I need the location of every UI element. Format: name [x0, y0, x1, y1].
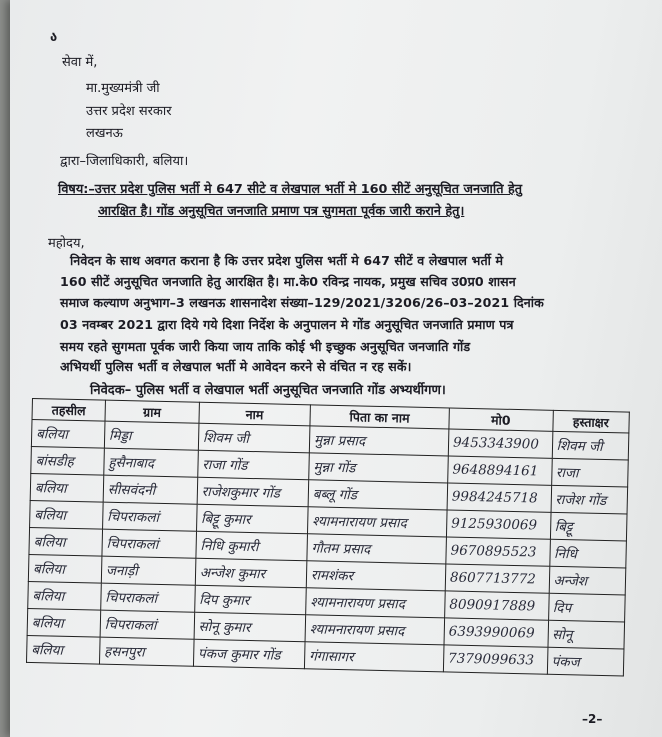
cell-village: जनाड़ी: [101, 556, 195, 585]
page-number: –2–: [582, 712, 603, 726]
cell-mobile: 9125930069: [446, 510, 550, 539]
cell-father-name: श्यामनारायण प्रसाद: [306, 588, 446, 618]
cell-mobile: 9648894161: [448, 456, 552, 485]
header-father-name: पिता का नाम: [310, 405, 449, 429]
cell-tehsil: बलिया: [30, 500, 103, 529]
binder-mark: ა: [50, 30, 58, 45]
cell-tehsil: बलिया: [27, 608, 100, 637]
cell-father-name: श्यामनारायण प्रसाद: [307, 507, 447, 537]
cell-village: सीसवंदनी: [103, 475, 197, 504]
letter-page: [10, 0, 662, 737]
cell-signature: बिट्टू: [550, 512, 627, 541]
subject-line-2: आरक्षित है। गोंड अनुसूचित जनजाति प्रमाण पत्र सुगमता पूर्वक जारी कराने हेतु।: [98, 204, 465, 219]
body-line-5: समय रहते सुगमता पूर्वक जारी किया जाय ताकि कोई भी इच्छुक अनुसूचित जनजाति गोंड: [60, 339, 471, 354]
cell-father-name: गौतम प्रसाद: [307, 534, 447, 564]
addressee-line-2: उत्तर प्रदेश सरकार: [86, 104, 172, 119]
cell-village: चिपराकलां: [102, 502, 196, 531]
header-village: ग्राम: [105, 400, 199, 423]
cell-name: सोनू कुमार: [194, 612, 306, 642]
addressee-line-3: लखनऊ: [86, 126, 123, 141]
body-line-4: 03 नवम्बर 2021 द्वारा दिये गये दिशा निर्देश के अनुपालन मे गोंड अनुसूचित जनजाति प्रमाण पत्र: [60, 317, 514, 332]
subject-text-1: उत्तर प्रदेश पुलिस भर्ती मे 647 सीटे व लेखपाल भर्ती मे 160 सीटें अनुसूचित जनजाति हेतु: [94, 182, 523, 197]
via-line: द्वारा–जिलाधिकारी, बलिया।: [60, 154, 189, 169]
salutation: महोदय,: [48, 236, 85, 251]
cell-father-name: रामशंकर: [306, 561, 446, 591]
cell-signature: दिप: [548, 593, 625, 622]
cell-tehsil: बलिया: [29, 527, 102, 556]
petitioner-line: निवेदक– पुलिस भर्ती व लेखपाल भर्ती अनुसूचित जनजाति गोंड अभ्यर्थीगण।: [90, 383, 446, 398]
cell-mobile: 9984245718: [447, 483, 551, 512]
cell-tehsil: बांसडीह: [31, 446, 104, 475]
cell-father-name: मुन्ना प्रसाद: [309, 426, 449, 456]
body-line-2: 160 सीटें अनुसूचित जनजाति हेतु आरक्षित है। मा.के0 रविन्द्र नायक, प्रमुख सचिव उ0प्र0 शासन: [60, 274, 516, 289]
cell-name: निधि कुमारी: [196, 531, 308, 561]
cell-village: चिपराकलां: [100, 610, 194, 639]
candidate-table: [26, 398, 630, 676]
header-tehsil: तहसील: [32, 399, 105, 422]
cell-signature: अन्जेश: [549, 566, 626, 595]
cell-mobile: 7379099633: [443, 645, 547, 674]
cell-name: पंकज कुमार गोंड: [193, 639, 305, 669]
cell-village: चिपराकलां: [102, 529, 196, 558]
cell-signature: निधि: [549, 539, 626, 568]
addressee-line-1: मा.मुख्यमंत्री जी: [86, 81, 160, 96]
cell-tehsil: बलिया: [26, 635, 99, 664]
cell-signature: शिवम जी: [552, 431, 629, 460]
cell-tehsil: बलिया: [30, 473, 103, 502]
cell-name: दिप कुमार: [194, 585, 306, 615]
cell-signature: पंकज: [547, 647, 624, 676]
cell-signature: राजेश गोंड: [551, 485, 628, 514]
cell-name: अन्जेश कुमार: [195, 558, 307, 588]
cell-village: हसनपुरा: [99, 637, 193, 666]
cell-name: बिट्टू कुमार: [196, 504, 308, 534]
cell-signature: राजा: [551, 458, 628, 487]
cell-father-name: श्यामनारायण प्रसाद: [305, 615, 445, 645]
body-line-3: समाज कल्याण अनुभाग–3 लखनऊ शासनादेश संख्या–129/2021/3206/26–03–2021 दिनांक: [60, 295, 544, 310]
body-line-6: अभियर्थी पुलिस भर्ती व लेखपाल भर्ती मे आवेदन करने से वंचित न रह सकें।: [60, 359, 412, 374]
cell-tehsil: बलिया: [31, 420, 104, 449]
cell-mobile: 8607713772: [445, 564, 549, 593]
cell-father-name: बब्लू गोंड: [308, 480, 448, 510]
cell-father-name: मुन्ना गोंड: [309, 453, 449, 483]
body-line-1: निवेदन के साथ अवगत कराना है कि उत्तर प्रदेश पुलिस भर्ती मे 647 सीटें व लेखपाल भर्ती मे: [70, 253, 504, 268]
cell-name: राजेशकुमार गोंड: [197, 477, 309, 507]
cell-name: शिवम जी: [198, 423, 310, 453]
header-mobile: मो0: [449, 408, 553, 431]
subject-line-1: [58, 179, 522, 197]
cell-mobile: 6393990069: [444, 618, 548, 647]
header-name: नाम: [199, 402, 311, 426]
cell-signature: सोनू: [547, 620, 624, 649]
cell-village: मिड्डा: [104, 421, 198, 450]
cell-tehsil: बलिया: [28, 581, 101, 610]
header-signature: हस्ताक्षर: [552, 410, 629, 433]
cell-mobile: 9453343900: [448, 429, 552, 458]
subject-label: विषय:–: [58, 182, 95, 197]
cell-mobile: 8090917889: [445, 591, 549, 620]
cell-father-name: गंगासागर: [304, 642, 444, 672]
cell-village: हुसैनाबाद: [104, 448, 198, 477]
salutation-to: सेवा में,: [62, 55, 98, 70]
cell-village: चिपराकलां: [101, 583, 195, 612]
cell-tehsil: बलिया: [28, 554, 101, 583]
cell-name: राजा गोंड: [198, 450, 310, 480]
cell-mobile: 9670895523: [446, 537, 550, 566]
